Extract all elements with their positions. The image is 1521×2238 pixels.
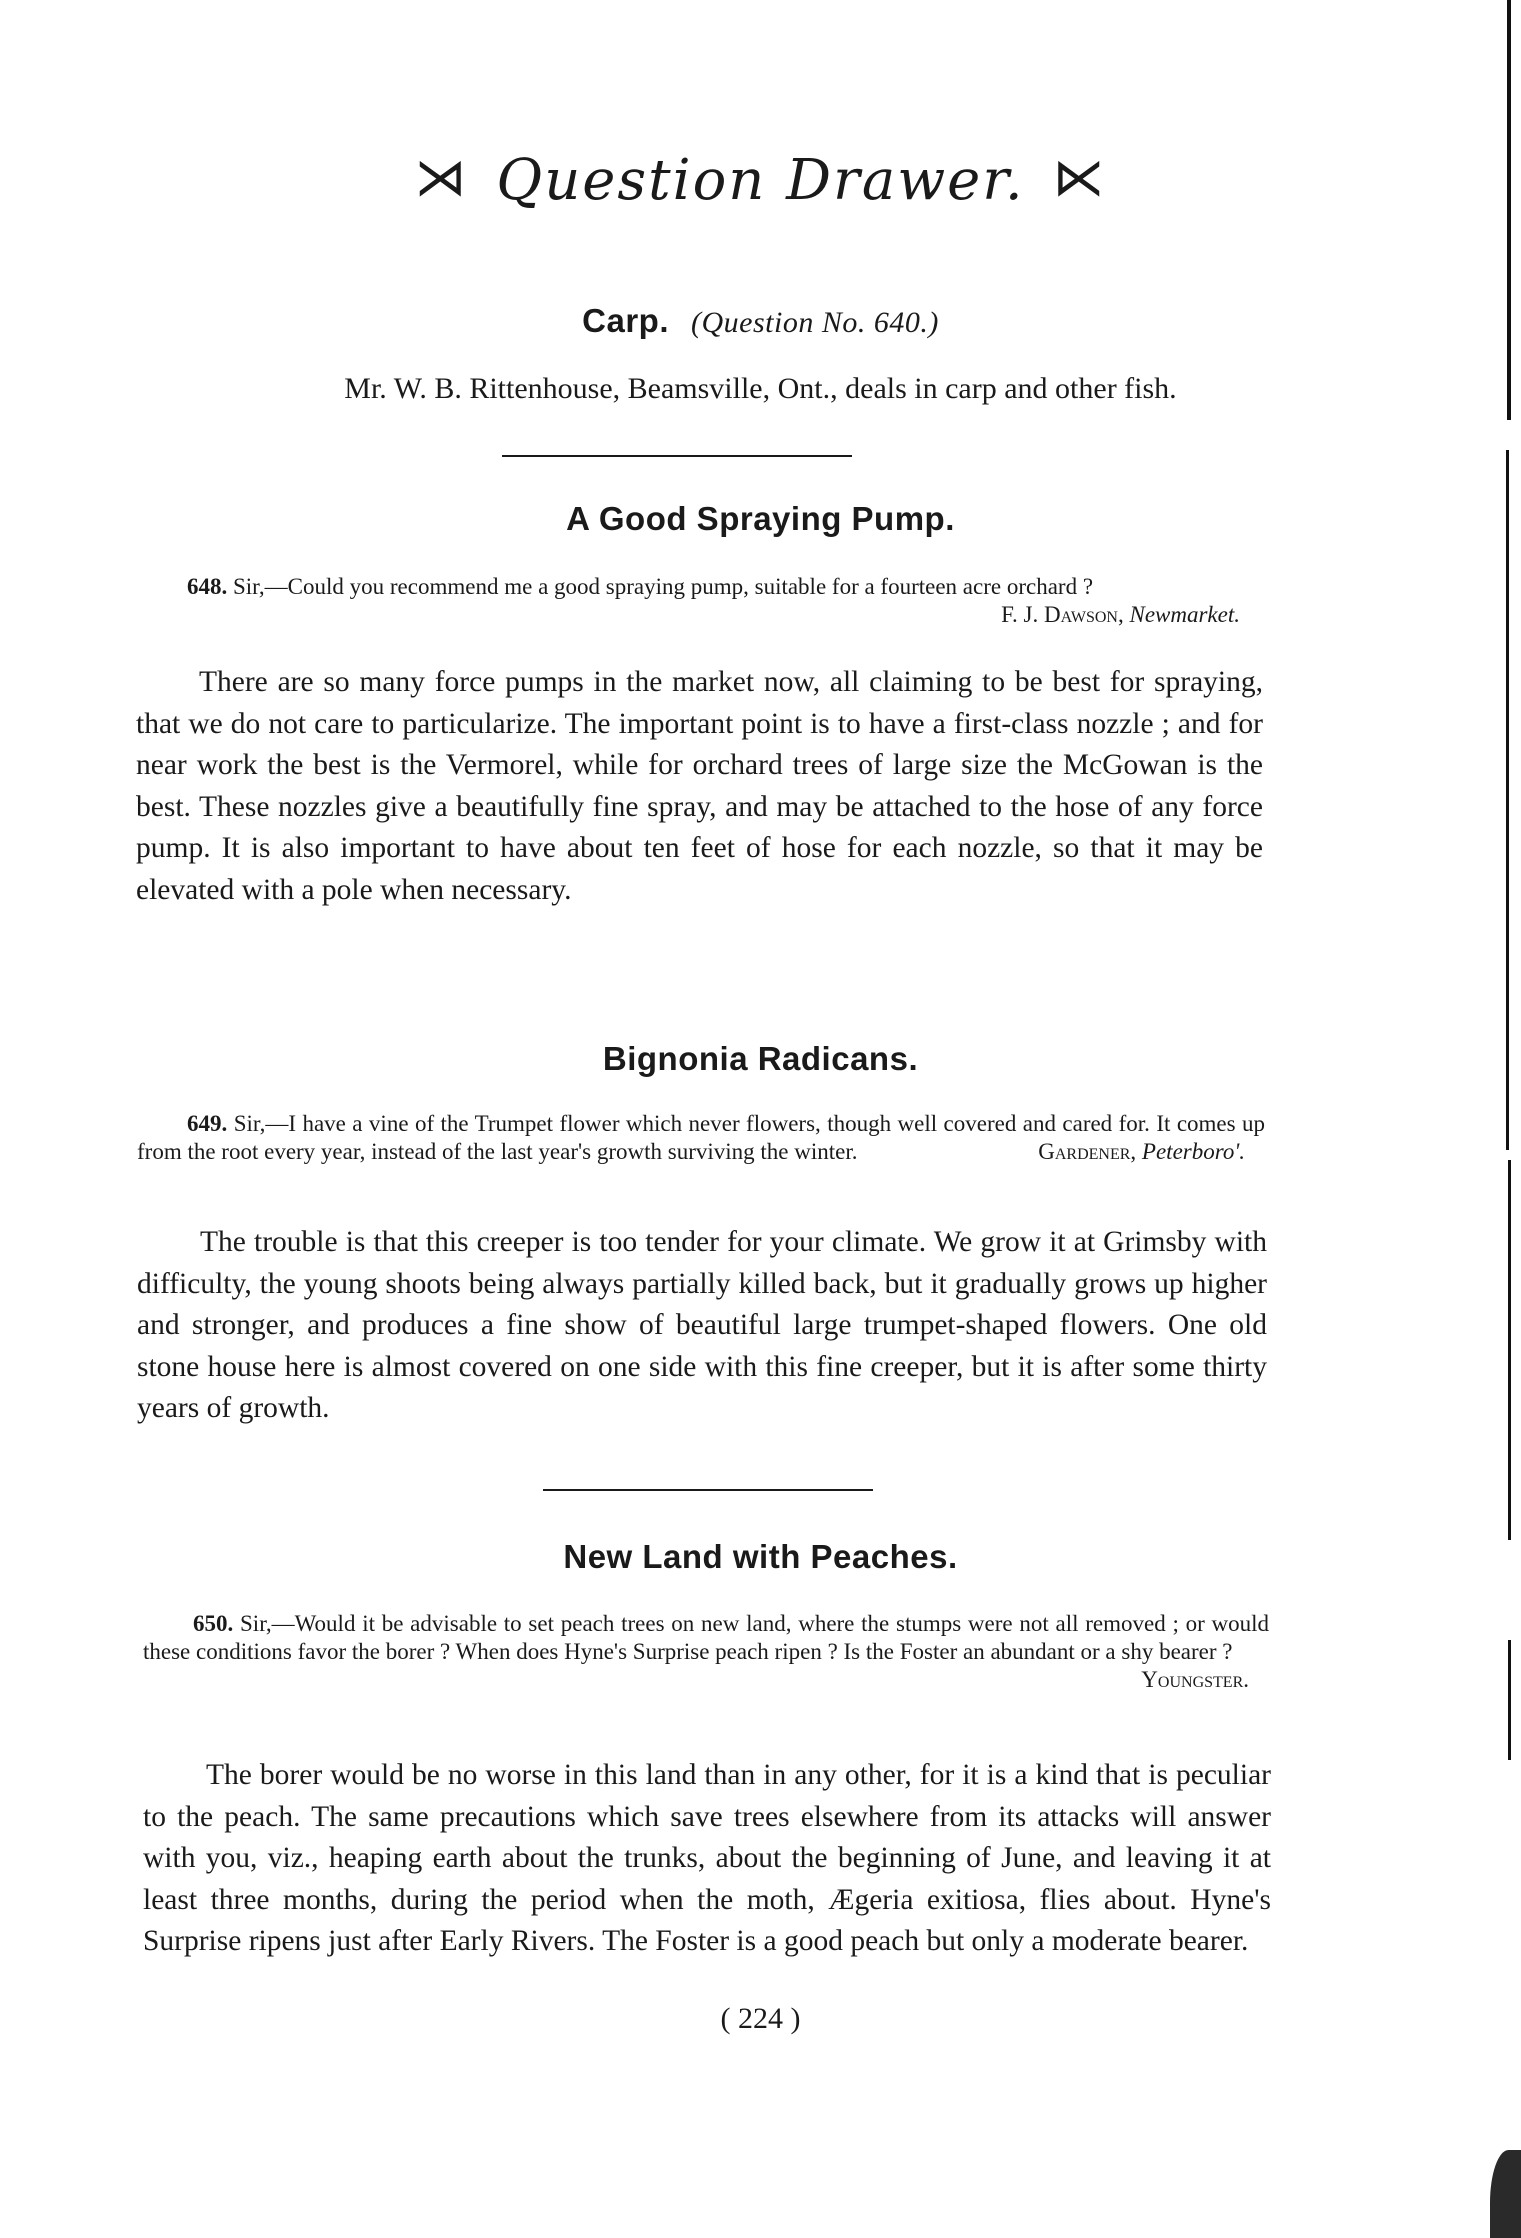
bignonia-answer — [137, 1222, 1267, 1430]
peaches-answer-text: The borer would be no worse in this land than in any other, for it is a kind that is peculiar to the peach. The same precautions which save trees elsewhere from its attacks will answer with you, viz., heaping earth about the trunks, about the beginning of June, and leaving it at least three months, during the period when the moth, Ægeria exitiosa, flies about. Hyne's Surprise ripens just after Early Rivers. The Foster is a good peach but only a moderate bearer. — [143, 1759, 1271, 1957]
bignonia-signature-name: Gardener, — [1038, 1139, 1137, 1164]
scan-corner-mark — [1490, 2150, 1521, 2238]
pump-question-text: Sir,—Could you recommend me a good spraying pump, suitable for a fourteen acre orchard ? — [233, 574, 1094, 599]
carp-text: Mr. W. B. Rittenhouse, Beamsville, Ont., deals in carp and other fish. — [344, 372, 1177, 405]
section-divider — [502, 455, 852, 457]
carp-heading-title: Carp. — [582, 302, 670, 339]
carp-heading — [0, 302, 1521, 340]
masthead-title: Question Drawer. — [496, 148, 1025, 213]
bignonia-question — [137, 1110, 1265, 1166]
scan-edge-mark — [1508, 1160, 1511, 1540]
bignonia-signature — [1038, 1138, 1245, 1166]
bignonia-question-text: Sir,—I have a vine of the Trumpet flower which never flowers, though well covered and cared for. It comes up from the root every year, instead of the last year's growth surviving the winter. — [137, 1111, 1266, 1164]
peaches-heading: New Land with Peaches. — [563, 1538, 958, 1575]
bignonia-question-number: 649. — [187, 1111, 228, 1136]
peaches-signature-name: Youngster. — [1141, 1667, 1249, 1692]
pump-answer-text: There are so many force pumps in the market now, all claiming to be best for spraying, that we do not care to particularize. The important point is to have a first-class nozzle ; and for near work the best is the Vermorel, while for orchard trees of large size the McGowan is the best. These nozzles give a beautifully fine spray, and may be attached to the hose of any force pump. It is also important to have about ten feet of hose for each nozzle, so that it may be elevated with a pole when necessary. — [136, 666, 1263, 906]
scan-edge-mark — [1506, 450, 1509, 1150]
pump-signature-name: F. J. Dawson, — [1001, 602, 1124, 627]
pump-question-number: 648. — [187, 574, 228, 599]
bignonia-heading: Bignonia Radicans. — [602, 1040, 919, 1077]
peaches-question — [143, 1610, 1269, 1694]
pump-signature-place: Newmarket. — [1129, 602, 1240, 627]
pump-answer — [136, 662, 1263, 911]
bignonia-signature-place: Peterboro'. — [1141, 1139, 1245, 1164]
scan-edge-mark — [1508, 1640, 1511, 1760]
pump-signature — [1001, 601, 1240, 629]
scan-edge-mark — [1507, 0, 1511, 420]
peaches-answer — [143, 1755, 1271, 1963]
pump-question — [137, 573, 1260, 629]
bignonia-answer-text: The trouble is that this creeper is too tender for your climate. We grow it at Grimsby with difficulty, the young shoots being always partially killed back, but it gradually grows up higher and stronger, and produces a fine show of beautiful large trumpet-shaped flowers. One old stone house here is almost covered on one side with this fine creeper, but it is after some thirty years of growth. — [137, 1226, 1267, 1424]
ornament-left-icon: ⋊ — [414, 148, 469, 208]
section-divider — [543, 1489, 873, 1491]
ornament-right-icon: ⋉ — [1052, 148, 1107, 208]
page-number: ( 224 ) — [720, 2002, 801, 2035]
pump-heading: A Good Spraying Pump. — [566, 500, 955, 537]
masthead — [0, 148, 1521, 213]
peaches-question-text: Sir,—Would it be advisable to set peach trees on new land, where the stumps were not all removed ; or would these conditions favor the borer ? When does Hyne's Surprise peach ripen ? Is the Foster an abundant or a shy bearer ? — [143, 1611, 1270, 1664]
carp-question-ref: (Question No. 640.) — [691, 306, 939, 339]
peaches-question-number: 650. — [193, 1611, 234, 1636]
